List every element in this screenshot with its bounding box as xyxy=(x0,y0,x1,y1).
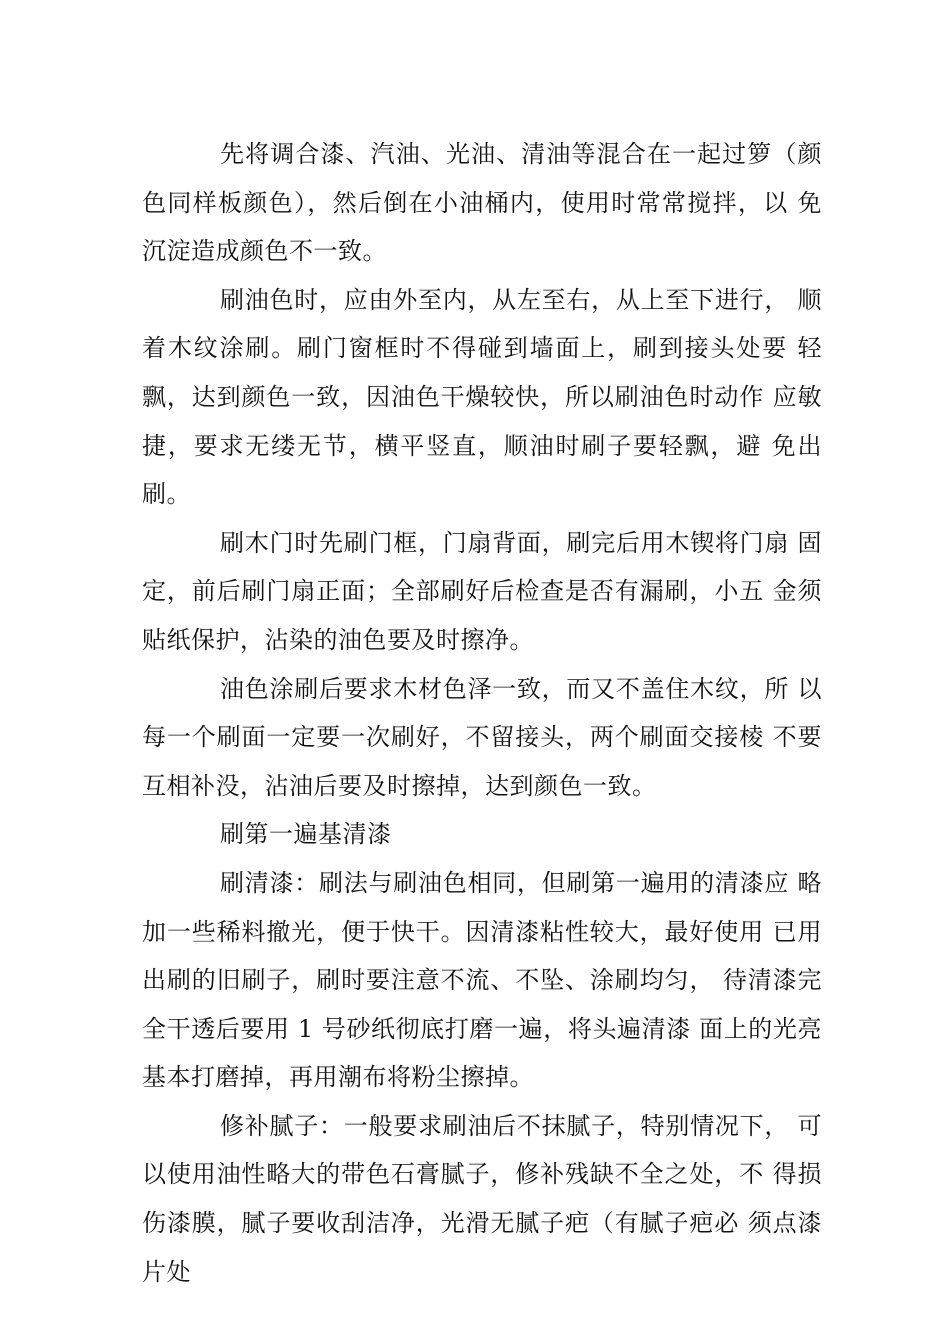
document-page xyxy=(142,130,822,1296)
paragraph-brushing-oil-color: 刷油色时，应由外至内，从左至右，从上至下进行， 顺着木纹涂刷。刷门窗框时不得碰到墙面上，刷到接头处要 轻飘，达到颜色一致，因油色干燥较快，所以刷油色时动作 应敏捷，要求无缕无节，横平竖直，顺油时刷子要轻飘，避 免出刷。 xyxy=(142,285,822,509)
paragraph-brushing-varnish: 刷清漆：刷法与刷油色相同，但刷第一遍用的清漆应 略加一些稀料撤光，便于快干。因清漆粘性较大，最好使用 已用出刷的旧刷子，刷时要注意不流、不坠、涂刷均匀， 待清漆完全干透后要用 1 号砂纸彻底打磨一遍，将头遍清漆 面上的光亮基本打磨掉，再用潮布将粉尘擦掉。 xyxy=(142,868,822,1092)
paragraph-mixing-paint: 先将调合漆、汽油、光油、清油等混合在一起过箩（颜 色同样板颜色），然后倒在小油桶内，使用时常常搅拌，以 免沉淀造成颜色不一致。 xyxy=(142,140,822,266)
section-heading-first-coat-varnish: 刷第一遍基清漆 xyxy=(220,820,392,849)
paragraph-repair-putty: 修补腻子：一般要求刷油后不抹腻子，特别情况下， 可以使用油性略大的带色石膏腻子，修补残缺不全之处，不 得损伤漆膜，腻子要收刮洁净，光滑无腻子疤（有腻子疤必 须点漆片处 xyxy=(142,1111,822,1286)
paragraph-brushing-wooden-door: 刷木门时先刷门框，门扇背面，刷完后用木锲将门扇 固定，前后刷门扇正面；全部刷好后检查是否有漏刷，小五 金须贴纸保护，沾染的油色要及时擦净。 xyxy=(142,528,822,654)
paragraph-color-consistency: 油色涂刷后要求木材色泽一致，而又不盖住木纹，所 以每一个刷面一定要一次刷好，不留接头，两个刷面交接棱 不要互相补没，沾油后要及时擦掉，达到颜色一致。 xyxy=(142,674,822,800)
